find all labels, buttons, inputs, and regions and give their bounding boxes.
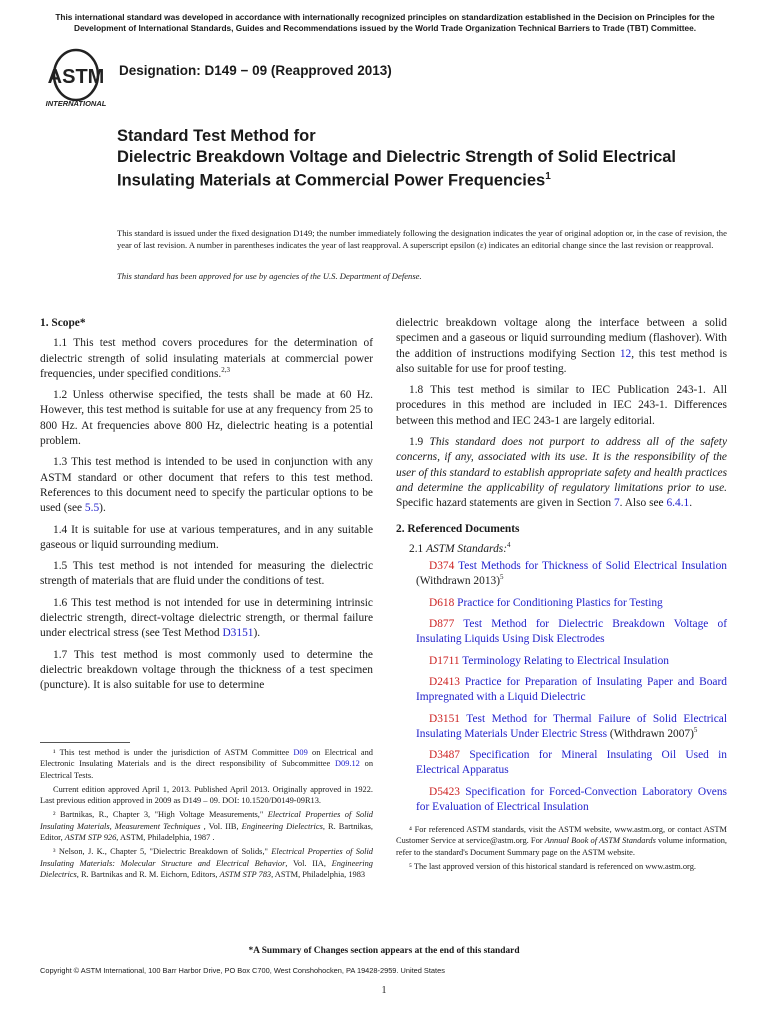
link-5-5[interactable]: 5.5: [84, 502, 100, 515]
reference-item[interactable]: D2413 Practice for Preparation of Insulating Paper and Board Impregnated with a Liquid Dielectric: [416, 675, 727, 704]
link-d3151[interactable]: D3151: [222, 627, 254, 640]
reference-item[interactable]: D5423 Specification for Forced-Convection Laboratory Ovens for Evaluation of Electrical Insulation: [416, 785, 727, 814]
footnote-3: ³ Nelson, J. K., Chapter 5, "Dielectric Breakdown of Solids," Electrical Properties of Solid Insulating Materials: Molecular Structure and Electrical Behavior, Vol. IIA, Engineering Dielectrics, R. Bartnikas and R. M. Eichorn, Editors, ASTM STP 783, ASTM, Philadelphia, 1983: [40, 847, 373, 879]
para-1-8: 1.8 This test method is similar to IEC Publication 243-1. All procedures in this method are included in IEC 243-1. Differences between this method and IEC 243-1 are largely editorial.: [396, 384, 727, 427]
copyright: Copyright © ASTM International, 100 Barr Harbor Drive, PO Box C700, West Conshohocken, PA 19428-2959. United States: [40, 966, 445, 975]
reference-list: [396, 559, 727, 815]
page-number: 1: [381, 985, 387, 996]
logo-text: ASTM: [47, 66, 105, 88]
footnotes-right: [396, 824, 727, 875]
para-1-7: 1.7 This test method is most commonly used to determine the dielectric breakdown voltage through the thickness of a test specimen (puncture). It is also suitable for use to determine: [40, 648, 373, 692]
summary-note: *A Summary of Changes section appears at the end of this standard: [248, 946, 520, 956]
left-column: [40, 316, 373, 700]
astm-logo: [38, 48, 114, 110]
para-1-4: 1.4 It is suitable for use at various temperatures, and in any suitable gaseous or liquid surrounding medium.: [40, 523, 373, 551]
logo-subtext: INTERNATIONAL: [45, 99, 107, 108]
footnote-5: ⁵ The last approved version of this historical standard is referenced on www.astm.org.: [409, 861, 696, 871]
astm-standards-label: 2.1 ASTM Standards:$^4$: [409, 541, 511, 555]
link-d09[interactable]: D09: [293, 748, 308, 757]
link-section-12[interactable]: 12: [619, 347, 632, 360]
footnote-rule: [40, 742, 130, 743]
footnote-1-edition: Current edition approved April 1, 2013. Published April 2013. Originally approved in 1922. Last previous edition approved in 2009 as D149 – 09. DOI: 10.1520/D0149-09R13.: [40, 784, 373, 806]
designation: Designation: D149 − 09 (Reapproved 2013): [119, 63, 392, 78]
title-line-2: Dielectric Breakdown Voltage and Dielectric Strength of Solid Electrical Insulating Materials at Commercial Power Frequencies$^1$: [117, 147, 677, 190]
para-1-3: 1.3 This test method is intended to be used in conjunction with any ASTM standard or other document that refers to this test method. References to this document need to specify the particular options to be used (see 5.5).: [40, 456, 373, 515]
title-line-1: Standard Test Method for: [117, 127, 316, 145]
footnote-2: ² Bartnikas, R., Chapter 3, "High Voltage Measurements," Electrical Properties of Solid Insulating Materials, Measurement Techniques , Vol. IIB, Engineering Dielectrics, R. Bartnikas, Editor, ASTM STP 926, ASTM, Philadelphia, 1987 .: [40, 810, 374, 843]
para-1-6: 1.6 This test method is not intended for use in determining intrinsic dielectric strength, direct-voltage dielectric strength, or thermal failure under electrical stress (see Test Method D3151).: [40, 596, 373, 640]
right-column: [396, 316, 727, 821]
reference-item[interactable]: D3151 Test Method for Thermal Failure of Solid Electrical Insulating Materials Under Electric Stress (Withdrawn 2007)$^5$: [416, 712, 727, 740]
reference-item[interactable]: D618 Practice for Conditioning Plastics for Testing: [429, 596, 663, 609]
link-d09-12[interactable]: D09.12: [334, 759, 360, 769]
approved-note: This standard has been approved for use by agencies of the U.S. Department of Defense.: [117, 271, 422, 281]
footnote-1: ¹ This test method is under the jurisdiction of ASTM Committee D09 on Electrical and Electronic Insulating Materials and is the direct responsibility of Subcommittee D09.12 on Electrical Tests.: [40, 748, 373, 780]
top-note: This international standard was developed in accordance with internationally recognized principles on standardization established in the Decision on Principles for the Development of International Standards, Guides and Recommendations issued by the World Trade Organization Technical Barriers to Trade (TBT) Committee.: [55, 12, 715, 33]
reference-item[interactable]: D1711 Terminology Relating to Electrical Insulation: [429, 654, 669, 667]
para-1-2: 1.2 Unless otherwise specified, the tests shall be made at 60 Hz. However, this test method is suitable for use at any frequency from 25 to 800 Hz. At frequencies above 800 Hz, dielectric heating is a potential problem.: [40, 389, 373, 448]
scope-heading: 1. Scope*: [40, 317, 86, 329]
footnote-4: ⁴ For referenced ASTM standards, visit the ASTM website, www.astm.org, or contact ASTM Customer Service at service@astm.org. For Annual Book of ASTM Standards volume information, refer to the standard's Document Summary page on the ASTM website.: [396, 825, 727, 857]
link-section-7[interactable]: 7: [613, 497, 620, 510]
referenced-heading: 2. Referenced Documents: [396, 522, 520, 535]
footnotes-left: [40, 742, 373, 883]
reference-item[interactable]: D374 Test Methods for Thickness of Solid Electrical Insulation (Withdrawn 2013)$^5$: [416, 560, 727, 588]
para-1-7-cont: dielectric breakdown voltage along the interface between a solid specimen and a gaseous or liquid surrounding medium (flashover). With the addition of instructions modifying Section 12, this test method is also suitable for use for proof testing.: [396, 317, 727, 375]
para-1-9: 1.9 This standard does not purport to address all of the safety concerns, if any, associated with its use. It is the responsibility of the user of this standard to establish appropriate safety and health practices and determine the applicability of regulatory limitations prior to use. Specific hazard statements are given in Section 7. Also see 6.4.1.: [396, 436, 727, 510]
para-1-5: 1.5 This test method is not intended for measuring the dielectric strength of materials that are fluid under the conditions of test.: [40, 560, 373, 588]
document-title: [117, 126, 717, 191]
reference-item[interactable]: D3487 Specification for Mineral Insulating Oil Used in Electrical Apparatus: [416, 749, 727, 777]
para-1-1: 1.1 This test method covers procedures for the determination of dielectric strength of solid insulating materials at commercial power frequencies, under specified conditions.$^{2,3}$: [40, 337, 373, 380]
reference-item[interactable]: D877 Test Method for Dielectric Breakdown Voltage of Insulating Liquids Using Disk Electrodes: [416, 618, 727, 646]
issued-note: This standard is issued under the fixed designation D149; the number immediately following the designation indicates the year of original adoption or, in the case of revision, the year of last revision. A number in parentheses indicates the year of last reapproval. A superscript epsilon (ε) indicates an editorial change since the last revision or reapproval.: [117, 228, 727, 251]
link-6-4-1[interactable]: 6.4.1: [666, 497, 690, 510]
